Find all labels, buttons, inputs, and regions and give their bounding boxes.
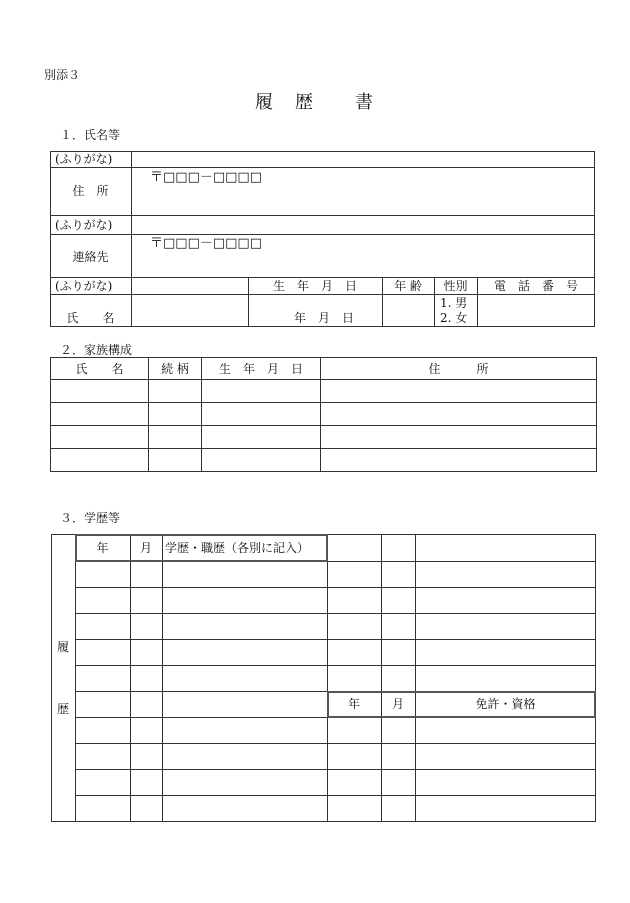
table-row bbox=[51, 403, 597, 426]
furigana-label-3: (ふりがな) bbox=[55, 279, 113, 293]
history-col-month: 月 bbox=[139, 541, 152, 555]
birthdate-header: 生 年 月 日 bbox=[272, 279, 357, 293]
furigana-label-2: (ふりがな) bbox=[55, 218, 113, 232]
age-header: 年 齢 bbox=[394, 279, 422, 293]
table-row bbox=[51, 426, 597, 449]
history-col-year: 年 bbox=[96, 541, 109, 555]
name-label: 氏 名 bbox=[66, 311, 115, 325]
family-table bbox=[50, 357, 597, 472]
sex-header: 性別 bbox=[443, 279, 468, 293]
family-col-address: 住 所 bbox=[321, 358, 597, 380]
section2-heading: ２．家族構成 bbox=[60, 343, 133, 357]
family-col-relation: 続 柄 bbox=[149, 358, 202, 380]
contact-label: 連絡先 bbox=[72, 250, 109, 264]
table-row bbox=[51, 449, 597, 472]
furigana-label-1: (ふりがな) bbox=[55, 152, 113, 166]
license-col-qualification: 免許・資格 bbox=[475, 697, 536, 711]
birthdate-value[interactable]: 年 月 日 bbox=[294, 311, 355, 325]
phone-header: 電 話 番 号 bbox=[493, 279, 578, 293]
family-col-name: 氏 名 bbox=[51, 358, 149, 380]
contact-postal-code-field[interactable]: 〒□□□－□□□□ bbox=[150, 236, 262, 251]
annex-label: 別添３ bbox=[44, 68, 81, 82]
sex-option-female[interactable]: 2. 女 bbox=[440, 311, 468, 325]
history-side-label-2: 歴 bbox=[57, 702, 70, 716]
history-col-education-career: 学歴・職歴（各別に記入） bbox=[165, 541, 310, 555]
section3-heading: ３．学歴等 bbox=[60, 511, 121, 525]
section1-heading: １．氏名等 bbox=[60, 128, 121, 142]
document-title: 履 歴 書 bbox=[255, 92, 375, 113]
license-col-month: 月 bbox=[391, 697, 404, 711]
address-label: 住 所 bbox=[72, 184, 109, 198]
sex-option-male[interactable]: 1. 男 bbox=[440, 296, 468, 310]
family-col-birthdate: 生 年 月 日 bbox=[202, 358, 321, 380]
license-col-year: 年 bbox=[347, 697, 360, 711]
history-side-label-1: 履 bbox=[57, 640, 70, 654]
table-row bbox=[51, 380, 597, 403]
address-postal-code-field[interactable]: 〒□□□－□□□□ bbox=[150, 170, 262, 185]
